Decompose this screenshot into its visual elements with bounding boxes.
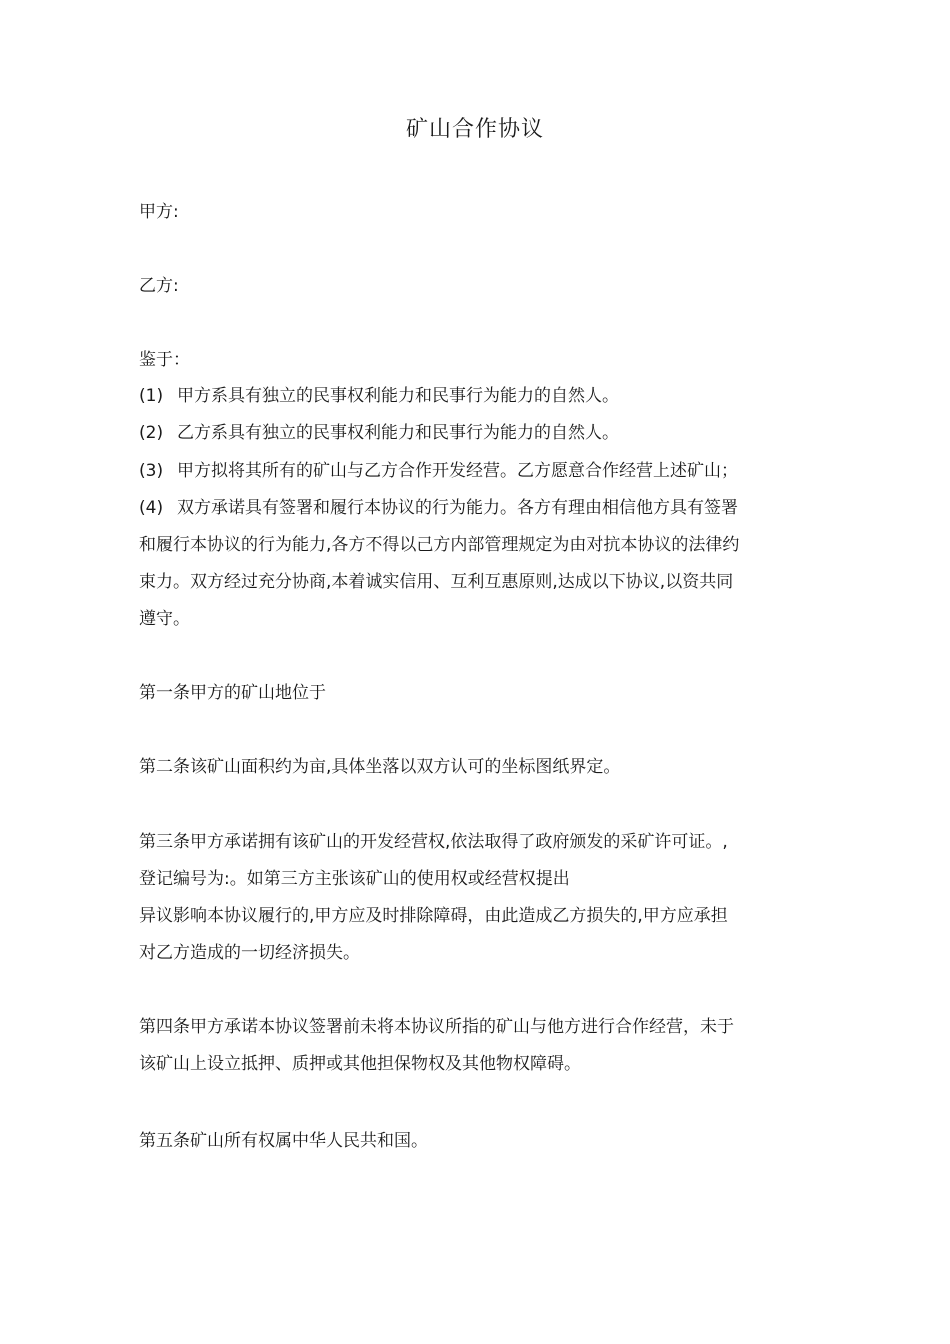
whereas-item xyxy=(139,385,619,407)
whereas-item xyxy=(139,460,738,482)
whereas-item xyxy=(139,422,619,444)
item-text: 乙方系具有独立的民事权利能力和民事行为能力的自然人。 xyxy=(177,423,619,443)
item-text: 甲方拟将其所有的矿山与乙方合作开发经营。乙方愿意合作经营上述矿山； xyxy=(177,461,738,481)
document-title: 矿山合作协议 xyxy=(405,117,544,142)
party-b-label: 乙方: xyxy=(139,276,179,296)
whereas-continuation-line: 束力。双方经过充分协商,本着诚实信用、互利互惠原则,达成以下协议,以资共同 xyxy=(139,572,734,592)
article-3-line: 第三条甲方承诺拥有该矿山的开发经营权,依法取得了政府颁发的采矿许可证。, xyxy=(139,832,728,852)
article-5: 第五条矿山所有权属中华人民共和国。 xyxy=(139,1131,428,1151)
article-4-line: 第四条甲方承诺本协议签署前未将本协议所指的矿山与他方进行合作经营，未于 xyxy=(139,1017,734,1037)
item-text: 双方承诺具有签署和履行本协议的行为能力。各方有理由相信他方具有签署 xyxy=(177,498,738,518)
party-a-label: 甲方: xyxy=(139,202,179,222)
item-number: (4) xyxy=(139,498,164,518)
item-number: (2) xyxy=(139,423,164,443)
article-4-line: 该矿山上设立抵押、质押或其他担保物权及其他物权障碍。 xyxy=(139,1054,581,1074)
article-2: 第二条该矿山面积约为亩,具体坐落以双方认可的坐标图纸界定。 xyxy=(139,757,621,777)
article-3-line: 登记编号为:。如第三方主张该矿山的使用权或经营权提出 xyxy=(139,869,570,889)
whereas-item xyxy=(139,497,738,519)
item-text: 甲方系具有独立的民事权利能力和民事行为能力的自然人。 xyxy=(177,386,619,406)
whereas-heading: 鉴于： xyxy=(139,350,190,370)
whereas-continuation-line: 和履行本协议的行为能力,各方不得以己方内部管理规定为由对抗本协议的法律约 xyxy=(139,535,740,555)
item-number: (3) xyxy=(139,461,164,481)
whereas-continuation-line: 遵守。 xyxy=(139,609,190,629)
item-number: (1) xyxy=(139,386,164,406)
article-1: 第一条甲方的矿山地位于 xyxy=(139,683,326,703)
article-3-line: 异议影响本协议履行的,甲方应及时排除障碍，由此造成乙方损失的,甲方应承担 xyxy=(139,906,728,926)
article-3-line: 对乙方造成的一切经济损失。 xyxy=(139,943,360,963)
